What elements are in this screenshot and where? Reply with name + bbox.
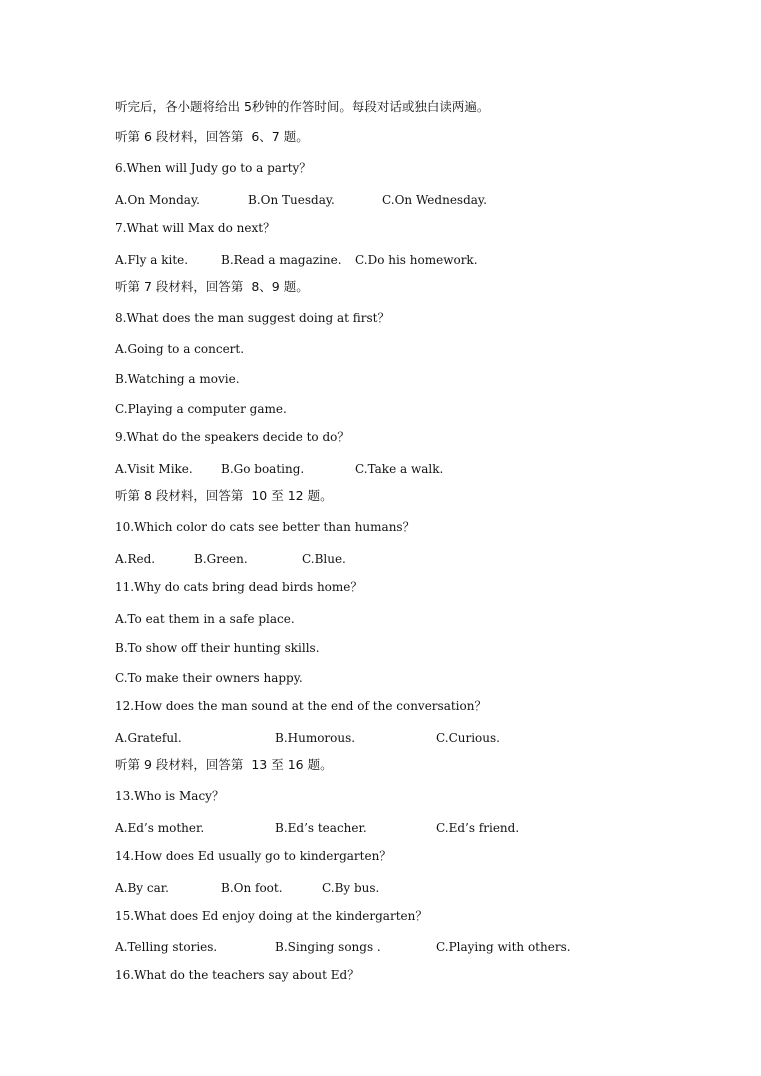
option-c: C.On Wednesday. xyxy=(382,193,487,207)
option-a: A.On Monday. xyxy=(115,193,200,207)
question-text: 6.When will Judy go to a party？ xyxy=(115,161,312,175)
option-b: B.Watching a movie. xyxy=(115,372,240,386)
question-text: 10.Which color do cats see better than humans？ xyxy=(115,520,415,534)
option-b: B.Singing songs . xyxy=(275,940,381,954)
option-a: A.Going to a concert. xyxy=(115,342,245,356)
option-b: B.Green. xyxy=(194,552,248,566)
option-b: B.To show off their hunting skills. xyxy=(115,641,320,655)
section-heading: 听第 8 段材料，回答第 10 至 12 题。 xyxy=(115,488,333,503)
option-c: C.Ed’s friend. xyxy=(436,821,520,835)
question-text: 11.Why do cats bring dead birds home？ xyxy=(115,580,363,594)
question-text: 16.What do the teachers say about Ed？ xyxy=(115,968,360,982)
option-b: B.Go boating. xyxy=(221,462,305,476)
option-b: B.Humorous. xyxy=(275,731,356,745)
option-a: A.Red. xyxy=(115,552,156,566)
option-c: C.Playing a computer game. xyxy=(115,402,287,416)
option-a: A.By car. xyxy=(115,881,169,895)
option-b: B.Read a magazine. xyxy=(221,253,342,267)
question-text: 8.What does the man suggest doing at first？ xyxy=(115,311,390,325)
option-a: A.Ed’s mother. xyxy=(115,821,205,835)
option-b: B.Ed’s teacher. xyxy=(275,821,367,835)
option-b: B.On Tuesday. xyxy=(248,193,335,207)
option-a: A.To eat them in a safe place. xyxy=(115,612,295,626)
option-c: C.To make their owners happy. xyxy=(115,671,303,685)
option-c: C.Playing with others. xyxy=(436,940,571,954)
question-text: 9.What do the speakers decide to do？ xyxy=(115,430,350,444)
question-text: 13.Who is Macy？ xyxy=(115,789,224,803)
question-text: 14.How does Ed usually go to kindergarten？ xyxy=(115,849,392,863)
instructions-text: 听完后，各小题将给出 5秒钟的作答时间。每段对话或独白读两遍。 xyxy=(115,99,490,114)
option-c: C.Blue. xyxy=(302,552,346,566)
section-heading: 听第 6 段材料，回答第 6、7 题。 xyxy=(115,129,309,144)
option-c: C.Do his homework. xyxy=(355,253,478,267)
question-text: 7.What will Max do next？ xyxy=(115,221,276,235)
option-a: A.Grateful. xyxy=(115,731,182,745)
option-a: A.Visit Mike. xyxy=(115,462,193,476)
option-c: C.Curious. xyxy=(436,731,500,745)
option-a: A.Telling stories. xyxy=(115,940,218,954)
option-c: C.By bus. xyxy=(322,881,380,895)
option-b: B.On foot. xyxy=(221,881,283,895)
section-heading: 听第 7 段材料，回答第 8、9 题。 xyxy=(115,279,309,294)
option-a: A.Fly a kite. xyxy=(115,253,189,267)
question-text: 15.What does Ed enjoy doing at the kindergarten？ xyxy=(115,909,428,923)
option-c: C.Take a walk. xyxy=(355,462,444,476)
question-text: 12.How does the man sound at the end of the conversation？ xyxy=(115,699,487,713)
section-heading: 听第 9 段材料，回答第 13 至 16 题。 xyxy=(115,757,333,772)
